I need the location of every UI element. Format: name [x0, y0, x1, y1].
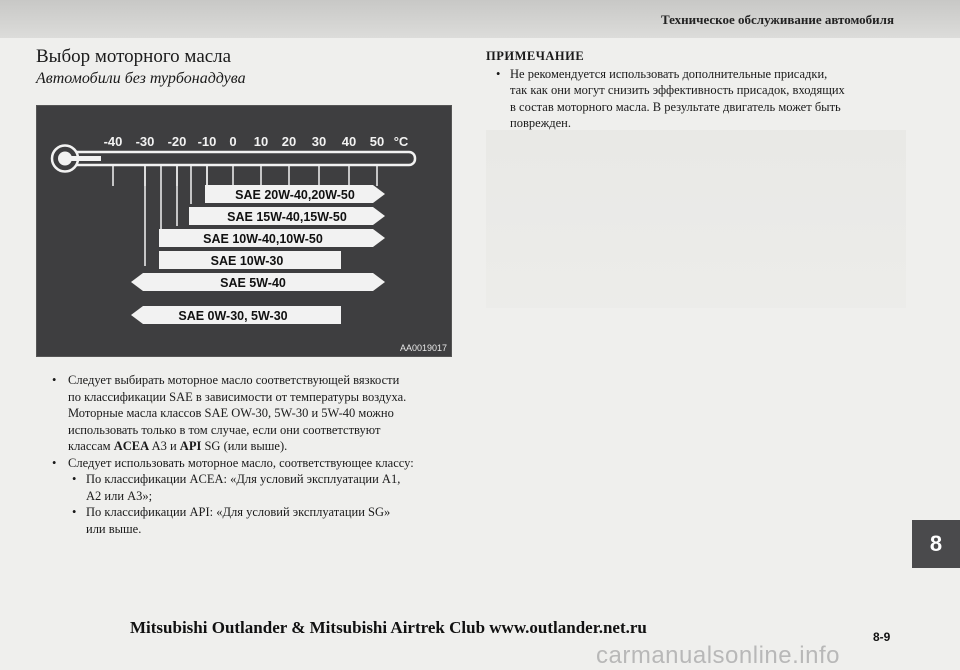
text-line: • Не рекомендуется использовать дополнительные присадки,	[510, 66, 828, 81]
text-line: в состав моторного масла. В результате двигатель может быть	[510, 99, 841, 114]
temp-tick-label: 0	[229, 134, 237, 149]
note-block	[486, 48, 906, 132]
page-number: 8-9	[873, 630, 891, 644]
grade-label: SAE 0W-30, 5W-30	[178, 309, 288, 323]
sub-list-item	[52, 504, 462, 537]
footer-text: Mitsubishi Outlander & Mitsubishi Airtrek Club www.outlander.net.ru	[130, 618, 647, 637]
grade-label: SAE 15W-40,15W-50	[227, 210, 347, 224]
sub-list-item	[52, 471, 462, 504]
temp-tick-label: 10	[253, 134, 269, 149]
text-line: • По классификации ACEA: «Для условий эксплуатации A1,	[86, 472, 401, 486]
temp-tick-label: 40	[341, 134, 357, 149]
watermark: carmanualsonline.info	[596, 642, 840, 669]
temp-tick-label: 20	[281, 134, 297, 149]
figure-code: AA0019017	[399, 343, 447, 353]
oil-viscosity-diagram	[36, 105, 452, 357]
text-line: A2 или A3»;	[86, 488, 153, 503]
text-line: • Следует использовать моторное масло, соответствующее классу:	[68, 455, 414, 470]
section-title: Выбор моторного масла	[36, 46, 232, 67]
temp-unit-label: °C	[393, 134, 409, 149]
text-line: поврежден.	[510, 116, 571, 130]
acea-label: ACEA	[113, 439, 150, 453]
temp-tick-label: -10	[197, 134, 217, 149]
text-line: по классификации SAE в зависимости от температуры воздуха.	[68, 389, 407, 404]
note-title: ПРИМЕЧАНИЕ	[486, 49, 585, 63]
viscosity-chart-svg	[37, 106, 451, 356]
text-fragment: (или выше).	[223, 439, 288, 453]
header-title: Техническое обслуживание автомобиля	[660, 12, 894, 27]
page-header	[0, 0, 960, 38]
temp-tick-label: -20	[167, 134, 187, 149]
list-item	[52, 455, 462, 472]
text-fragment: и	[169, 439, 177, 453]
text-fragment: SG	[204, 439, 221, 453]
text-line: так как они могут снизить эффективность присадок, входящих	[510, 83, 845, 97]
grade-label: SAE 5W-40	[220, 276, 286, 290]
thermometer-tube	[59, 152, 415, 165]
chapter-tab: 8	[912, 520, 960, 568]
temp-tick-label: -40	[103, 134, 123, 149]
text-line	[68, 438, 462, 455]
temp-tick-label: 30	[311, 134, 327, 149]
thermometer-mercury	[71, 156, 101, 161]
api-label: API	[179, 439, 202, 453]
grade-label: SAE 10W-30	[210, 254, 284, 268]
thermometer-bulb-fill	[58, 152, 72, 166]
text-line: • По классификации API: «Для условий эксплуатации SG»	[86, 505, 391, 519]
grade-label: SAE 20W-40,20W-50	[235, 188, 355, 202]
text-line: Моторные масла классов SAE OW-30, 5W-30 и 5W-40 можно	[68, 406, 394, 420]
text-fragment: A3	[151, 439, 167, 453]
temp-tick-label: 50	[369, 134, 385, 149]
text-line: использовать только в том случае, если они соответствуют	[68, 422, 381, 437]
grade-label: SAE 10W-40,10W-50	[203, 232, 323, 246]
list-item	[52, 372, 462, 455]
instruction-list	[52, 372, 462, 537]
temp-tick-label: -30	[135, 134, 155, 149]
bleed-through-area	[486, 130, 906, 308]
text-line: • Следует выбирать моторное масло соответствующей вязкости	[68, 373, 400, 387]
note-item	[486, 66, 906, 132]
section-subtitle: Автомобили без турбонаддува	[36, 70, 246, 87]
text-line: или выше.	[86, 521, 142, 536]
text-fragment: классам	[68, 439, 111, 453]
